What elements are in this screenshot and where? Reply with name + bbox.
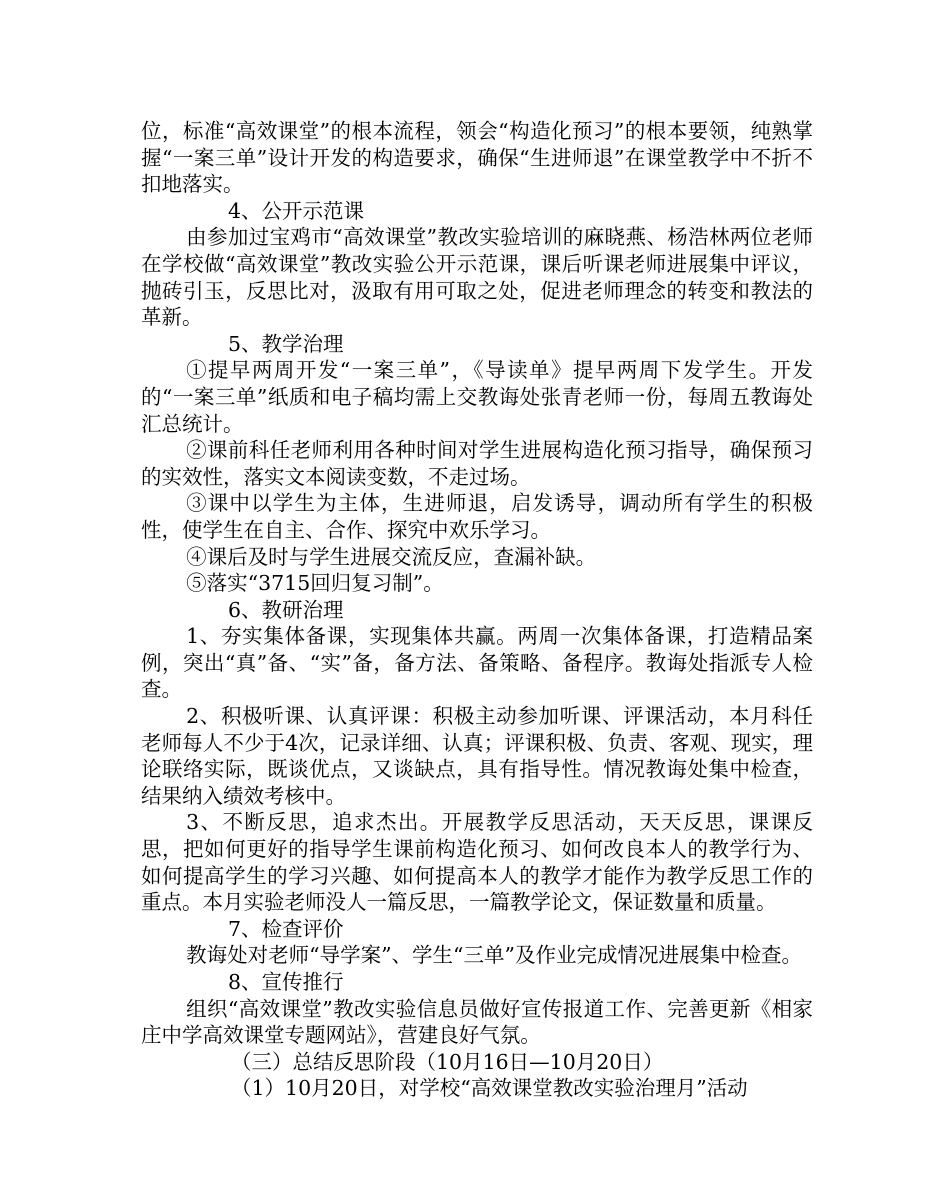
paragraph: ③课中以学生为主体，生进师退，启发诱导，调动所有学生的积极性，使学生在自主、合作、探究中欢乐学习。 [141, 491, 813, 542]
paragraph: ①提早两周开发“一案三单”，《导读单》提早两周下发学生。开发的“一案三单”纸质和电子稿均需上交教诲处张青老师一份，每周五教诲处汇总统计。 [141, 358, 813, 436]
paragraph: 1、夯实集体备课，实现集体共赢。两周一次集体备课，打造精品案例，突出“真”备、“实”备，备方法、备策略、备程序。教诲处指派专人检查。 [141, 624, 813, 702]
paragraph: 位，标准“高效课堂”的根本流程，领会“构造化预习”的根本要领，纯熟掌握“一案三单”设计开发的构造要求，确保“生进师退”在课堂教学中不折不扣地落实。 [141, 119, 813, 197]
paragraph: 2、积极听课、认真评课：积极主动参加听课、评课活动，本月科任老师每人不少于4次，记录详细、认真；评课积极、负责、客观、现实，理论联络实际，既谈优点，又谈缺点，具有指导性。情况教诲处集中检查，结果纳入绩效考核中。 [141, 704, 813, 808]
paragraph: 3、不断反思，追求杰出。开展教学反思活动，天天反思，课课反思，把如何更好的指导学生课前构造化预习、如何改良本人的教学行为、如何提高学生的学习兴趣、如何提高本人的教学才能作为教学反思工作的重点。本月实验老师没人一篇反思，一篇教学论文，保证数量和质量。 [141, 810, 813, 915]
paragraph: 教诲处对老师“导学案”、学生“三单”及作业完成情况进展集中检查。 [186, 943, 803, 968]
section-heading: 4、公开示范课 [228, 198, 365, 223]
document-body [141, 118, 813, 1102]
phase-heading: （三）总结反思阶段（10月16日—10月20日） [231, 1049, 664, 1074]
section-heading: 6、教研治理 [228, 597, 344, 622]
paragraph: ⑤落实“3715回归复习制”。 [186, 571, 444, 596]
section-heading: 5、教学治理 [228, 331, 344, 356]
paragraph: 由参加过宝鸡市“高效课堂”教改实验培训的麻晓燕、杨浩林两位老师在学校做“高效课堂”教改实验公开示范课，课后听课老师进展集中评议，抛砖引玉，反思比对，汲取有用可取之处，促进老师理念的转变和教法的革新。 [141, 225, 813, 330]
paragraph: 组织“高效课堂”教改实验信息员做好宣传报道工作、完善更新《相家庄中学高效课堂专题网站》，营建良好气氛。 [141, 996, 813, 1048]
section-heading: 8、宣传推行 [228, 970, 344, 994]
paragraph: ②课前科任老师利用各种时间对学生进展构造化预习指导，确保预习的实效性，落实文本阅读变数，不走过场。 [141, 438, 813, 489]
paragraph: ④课后及时与学生进展交流反应，查漏补缺。 [186, 544, 597, 569]
paragraph: （1）10月20日，对学校“高效课堂教改实验治理月”活动 [231, 1076, 748, 1101]
section-heading: 7、检查评价 [228, 916, 344, 941]
